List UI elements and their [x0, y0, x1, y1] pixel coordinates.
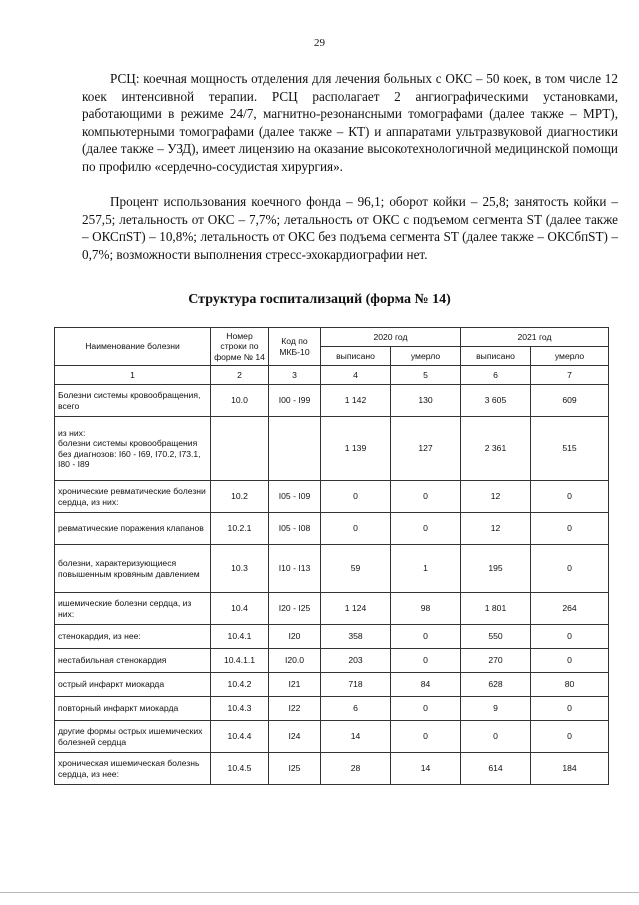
cell-2020-discharged: 14 — [321, 721, 391, 753]
cell-2020-discharged: 0 — [321, 481, 391, 513]
cell-line-number: 10.4.1 — [211, 625, 269, 649]
cell-icd-code: I21 — [269, 673, 321, 697]
cell-line-number: 10.4.5 — [211, 753, 269, 785]
cell-2021-discharged: 1 801 — [461, 593, 531, 625]
cell-2021-died: 264 — [531, 593, 609, 625]
cell-2020-died: 98 — [391, 593, 461, 625]
cell-disease-name: хронические ревматические болезни сердца, из них: — [55, 481, 211, 513]
cell-line-number — [211, 417, 269, 481]
cell-2021-discharged: 12 — [461, 513, 531, 545]
cell-2020-died: 0 — [391, 481, 461, 513]
cell-2021-died: 609 — [531, 385, 609, 417]
page-number: 29 — [314, 37, 325, 49]
cell-2020-died: 0 — [391, 721, 461, 753]
table-row — [55, 481, 609, 513]
table-row — [55, 625, 609, 649]
cell-line-number: 10.2 — [211, 481, 269, 513]
cell-2021-discharged: 628 — [461, 673, 531, 697]
cell-line-number: 10.4.1.1 — [211, 649, 269, 673]
header-year-2020: 2020 год — [321, 328, 461, 347]
cell-2020-died: 0 — [391, 625, 461, 649]
table-row — [55, 673, 609, 697]
cell-2020-died: 84 — [391, 673, 461, 697]
header-2020-discharged: выписано — [321, 347, 391, 366]
cell-disease-name: ревматические поражения клапанов — [55, 513, 211, 545]
page-bottom-edge — [0, 892, 639, 893]
cell-2020-discharged: 1 142 — [321, 385, 391, 417]
cell-2020-died: 1 — [391, 545, 461, 593]
header-icd-code: Код по МКБ-10 — [269, 328, 321, 366]
column-number: 2 — [211, 366, 269, 385]
cell-2020-discharged: 203 — [321, 649, 391, 673]
cell-2021-died: 0 — [531, 721, 609, 753]
cell-icd-code: I25 — [269, 753, 321, 785]
cell-icd-code: I05 - I09 — [269, 481, 321, 513]
column-number: 7 — [531, 366, 609, 385]
table-row — [55, 385, 609, 417]
cell-2021-discharged: 195 — [461, 545, 531, 593]
cell-line-number: 10.3 — [211, 545, 269, 593]
cell-line-number: 10.4 — [211, 593, 269, 625]
cell-2021-died: 0 — [531, 481, 609, 513]
cell-icd-code: I20 — [269, 625, 321, 649]
cell-line-number: 10.2.1 — [211, 513, 269, 545]
cell-2021-died: 0 — [531, 513, 609, 545]
cell-icd-code: I05 - I08 — [269, 513, 321, 545]
cell-2021-discharged: 550 — [461, 625, 531, 649]
cell-2021-discharged: 270 — [461, 649, 531, 673]
header-2021-died: умерло — [531, 347, 609, 366]
cell-2020-discharged: 1 124 — [321, 593, 391, 625]
cell-line-number: 10.4.4 — [211, 721, 269, 753]
cell-2021-discharged: 3 605 — [461, 385, 531, 417]
cell-2020-died: 0 — [391, 697, 461, 721]
cell-icd-code — [269, 417, 321, 481]
cell-2020-died: 14 — [391, 753, 461, 785]
cell-2021-discharged: 12 — [461, 481, 531, 513]
hospitalization-table — [54, 327, 609, 785]
cell-disease-name: острый инфаркт миокарда — [55, 673, 211, 697]
cell-disease-name: болезни, характеризующиеся повышенным кровяным давлением — [55, 545, 211, 593]
cell-disease-name: повторный инфаркт миокарда — [55, 697, 211, 721]
table-row — [55, 697, 609, 721]
cell-line-number: 10.0 — [211, 385, 269, 417]
header-year-2021: 2021 год — [461, 328, 609, 347]
cell-disease-name: из них: болезни системы кровообращения без диагнозов: I60 - I69, I70.2, I73.1, I80 - I89 — [55, 417, 211, 481]
table-title: Структура госпитализаций (форма № 14) — [188, 292, 451, 307]
cell-icd-code: I24 — [269, 721, 321, 753]
cell-2021-died: 0 — [531, 625, 609, 649]
cell-2021-discharged: 9 — [461, 697, 531, 721]
cell-2021-died: 80 — [531, 673, 609, 697]
cell-2021-died: 515 — [531, 417, 609, 481]
cell-icd-code: I22 — [269, 697, 321, 721]
cell-icd-code: I10 - I13 — [269, 545, 321, 593]
column-number: 3 — [269, 366, 321, 385]
cell-2020-died: 0 — [391, 513, 461, 545]
cell-disease-name: стенокардия, из нее: — [55, 625, 211, 649]
cell-2020-discharged: 718 — [321, 673, 391, 697]
cell-icd-code: I20.0 — [269, 649, 321, 673]
column-number: 5 — [391, 366, 461, 385]
cell-disease-name: хроническая ишемическая болезнь сердца, из нее: — [55, 753, 211, 785]
cell-2021-discharged: 0 — [461, 721, 531, 753]
cell-disease-name: Болезни системы кровообращения, всего — [55, 385, 211, 417]
cell-2020-discharged: 1 139 — [321, 417, 391, 481]
cell-2020-discharged: 0 — [321, 513, 391, 545]
table-row — [55, 545, 609, 593]
cell-line-number: 10.4.2 — [211, 673, 269, 697]
cell-line-number: 10.4.3 — [211, 697, 269, 721]
cell-disease-name: нестабильная стенокардия — [55, 649, 211, 673]
cell-2021-discharged: 614 — [461, 753, 531, 785]
header-2021-discharged: выписано — [461, 347, 531, 366]
paragraph-rsc-capacity: РСЦ: коечная мощность отделения для лечения больных с ОКС – 50 коек, в том числе 12 коек интенсивной терапии. РСЦ располагает 2 ангиографическими установками, работающими в режиме 24/7, магнитно-резонансными томографами (далее также – МРТ), компьютерными томографами (далее также – КТ) и аппаратами ультразвуковой диагностики (далее также – УЗД), имеет лицензию на оказание высокотехнологичной медицинской помощи по профилю «сердечно-сосудистая хирургия». — [82, 71, 618, 174]
cell-icd-code: I00 - I99 — [269, 385, 321, 417]
cell-disease-name: другие формы острых ишемических болезней сердца — [55, 721, 211, 753]
column-number: 6 — [461, 366, 531, 385]
cell-2021-died: 0 — [531, 545, 609, 593]
cell-2021-died: 0 — [531, 697, 609, 721]
paragraph-bed-stats: Процент использования коечного фонда – 96,1; оборот койки – 25,8; занятость койки – 257,5; летальность от ОКС – 7,7%; летальность от ОКС с подъемом сегмента ST (далее также – ОКСпST) – 10,8%; летальность от ОКС без подъема сегмента ST (далее также – ОКСбпST) – 0,7%; возможности выполнения стресс-эхокардиографии нет. — [82, 194, 618, 262]
table-row — [55, 593, 609, 625]
table-row — [55, 513, 609, 545]
cell-2020-died: 0 — [391, 649, 461, 673]
cell-2020-discharged: 6 — [321, 697, 391, 721]
table-row — [55, 753, 609, 785]
header-line-number: Номер строки по форме № 14 — [211, 328, 269, 366]
cell-disease-name: ишемические болезни сердца, из них: — [55, 593, 211, 625]
cell-2020-died: 130 — [391, 385, 461, 417]
cell-2020-discharged: 59 — [321, 545, 391, 593]
header-2020-died: умерло — [391, 347, 461, 366]
table-body — [55, 385, 609, 785]
cell-2021-died: 0 — [531, 649, 609, 673]
column-number: 4 — [321, 366, 391, 385]
cell-2020-died: 127 — [391, 417, 461, 481]
header-disease-name: Наименование болезни — [55, 328, 211, 366]
cell-2021-discharged: 2 361 — [461, 417, 531, 481]
table-row — [55, 649, 609, 673]
column-number: 1 — [55, 366, 211, 385]
table-row — [55, 417, 609, 481]
cell-icd-code: I20 - I25 — [269, 593, 321, 625]
column-number-row — [55, 366, 609, 385]
table-row — [55, 721, 609, 753]
cell-2020-discharged: 358 — [321, 625, 391, 649]
cell-2021-died: 184 — [531, 753, 609, 785]
cell-2020-discharged: 28 — [321, 753, 391, 785]
